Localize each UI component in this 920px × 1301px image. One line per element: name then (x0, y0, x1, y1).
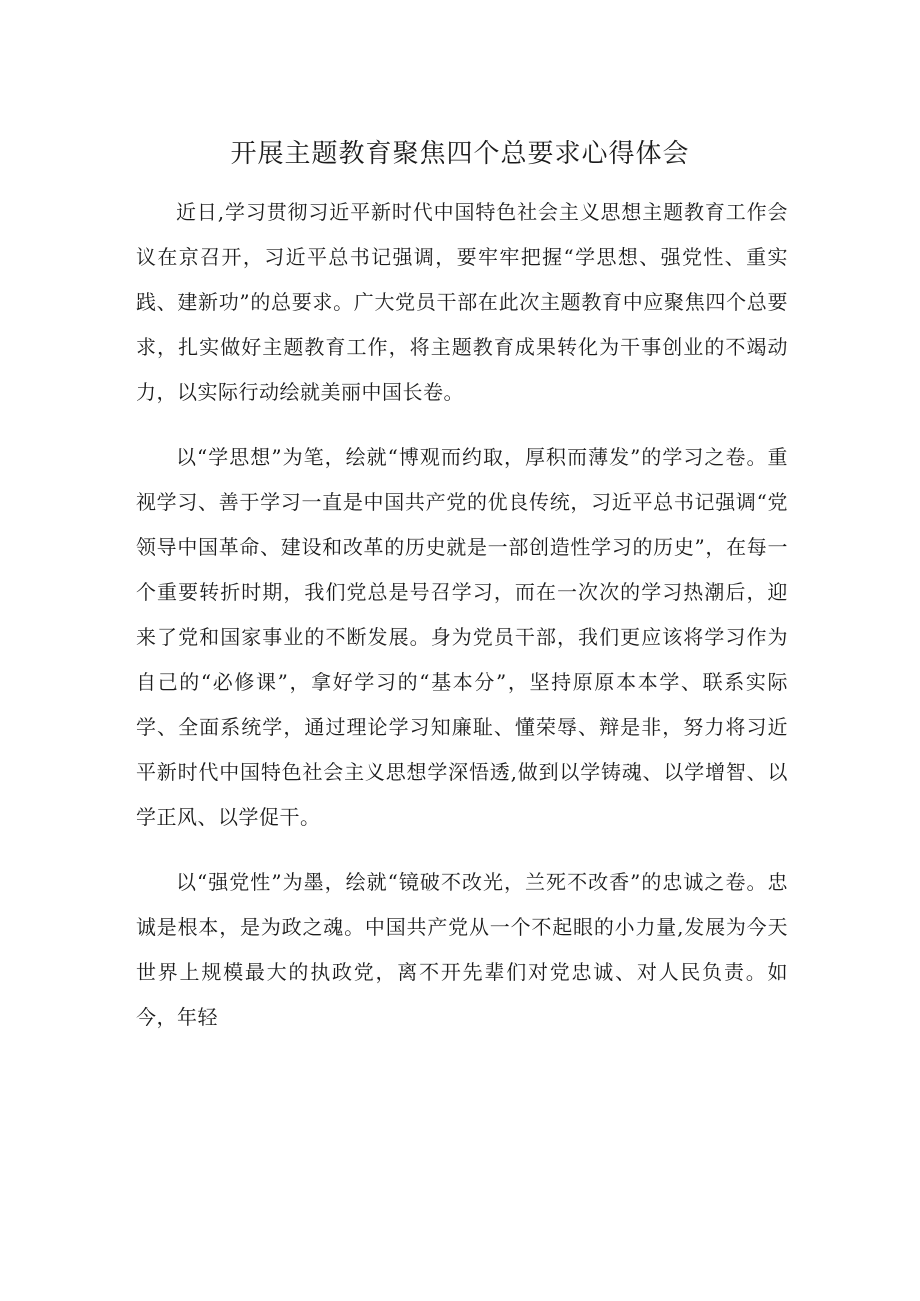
document-body (136, 190, 788, 1060)
paragraph-party-spirit: 以“强党性”为墨，绘就“镜破不改光，兰死不改香”的忠诚之卷。忠诚是根本，是为政之魂。中国共产党从一个不起眼的小力量,发展为今天世界上规模最大的执政党，离不开先辈们对党忠诚、对人民负责。如今，年轻 (136, 870, 788, 1029)
paragraph-intro: 近日,学习贯彻习近平新时代中国特色社会主义思想主题教育工作会议在京召开，习近平总书记强调，要牢牢把握“学思想、强党性、重实践、建新功”的总要求。广大党员干部在此次主题教育中应聚焦四个总要求，扎实做好主题教育工作，将主题教育成果转化为干事创业的不竭动力，以实际行动绘就美丽中国长卷。 (136, 200, 788, 404)
paragraph-study-thought: 以“学思想”为笔，绘就“博观而约取，厚积而薄发”的学习之卷。重视学习、善于学习一直是中国共产党的优良传统，习近平总书记强调“党领导中国革命、建设和改革的历史就是一部创造性学习的历史”，在每一个重要转折时期，我们党总是号召学习，而在一次次的学习热潮后，迎来了党和国家事业的不断发展。身为党员干部，我们更应该将学习作为自己的“必修课”，拿好学习的“基本分”，坚持原原本本学、联系实际学、全面系统学，通过理论学习知廉耻、懂荣辱、辩是非，努力将习近平新时代中国特色社会主义思想学深悟透,做到以学铸魂、以学增智、以学正风、以学促干。 (136, 445, 788, 829)
document-title: 开展主题教育聚焦四个总要求心得体会 (230, 139, 690, 169)
